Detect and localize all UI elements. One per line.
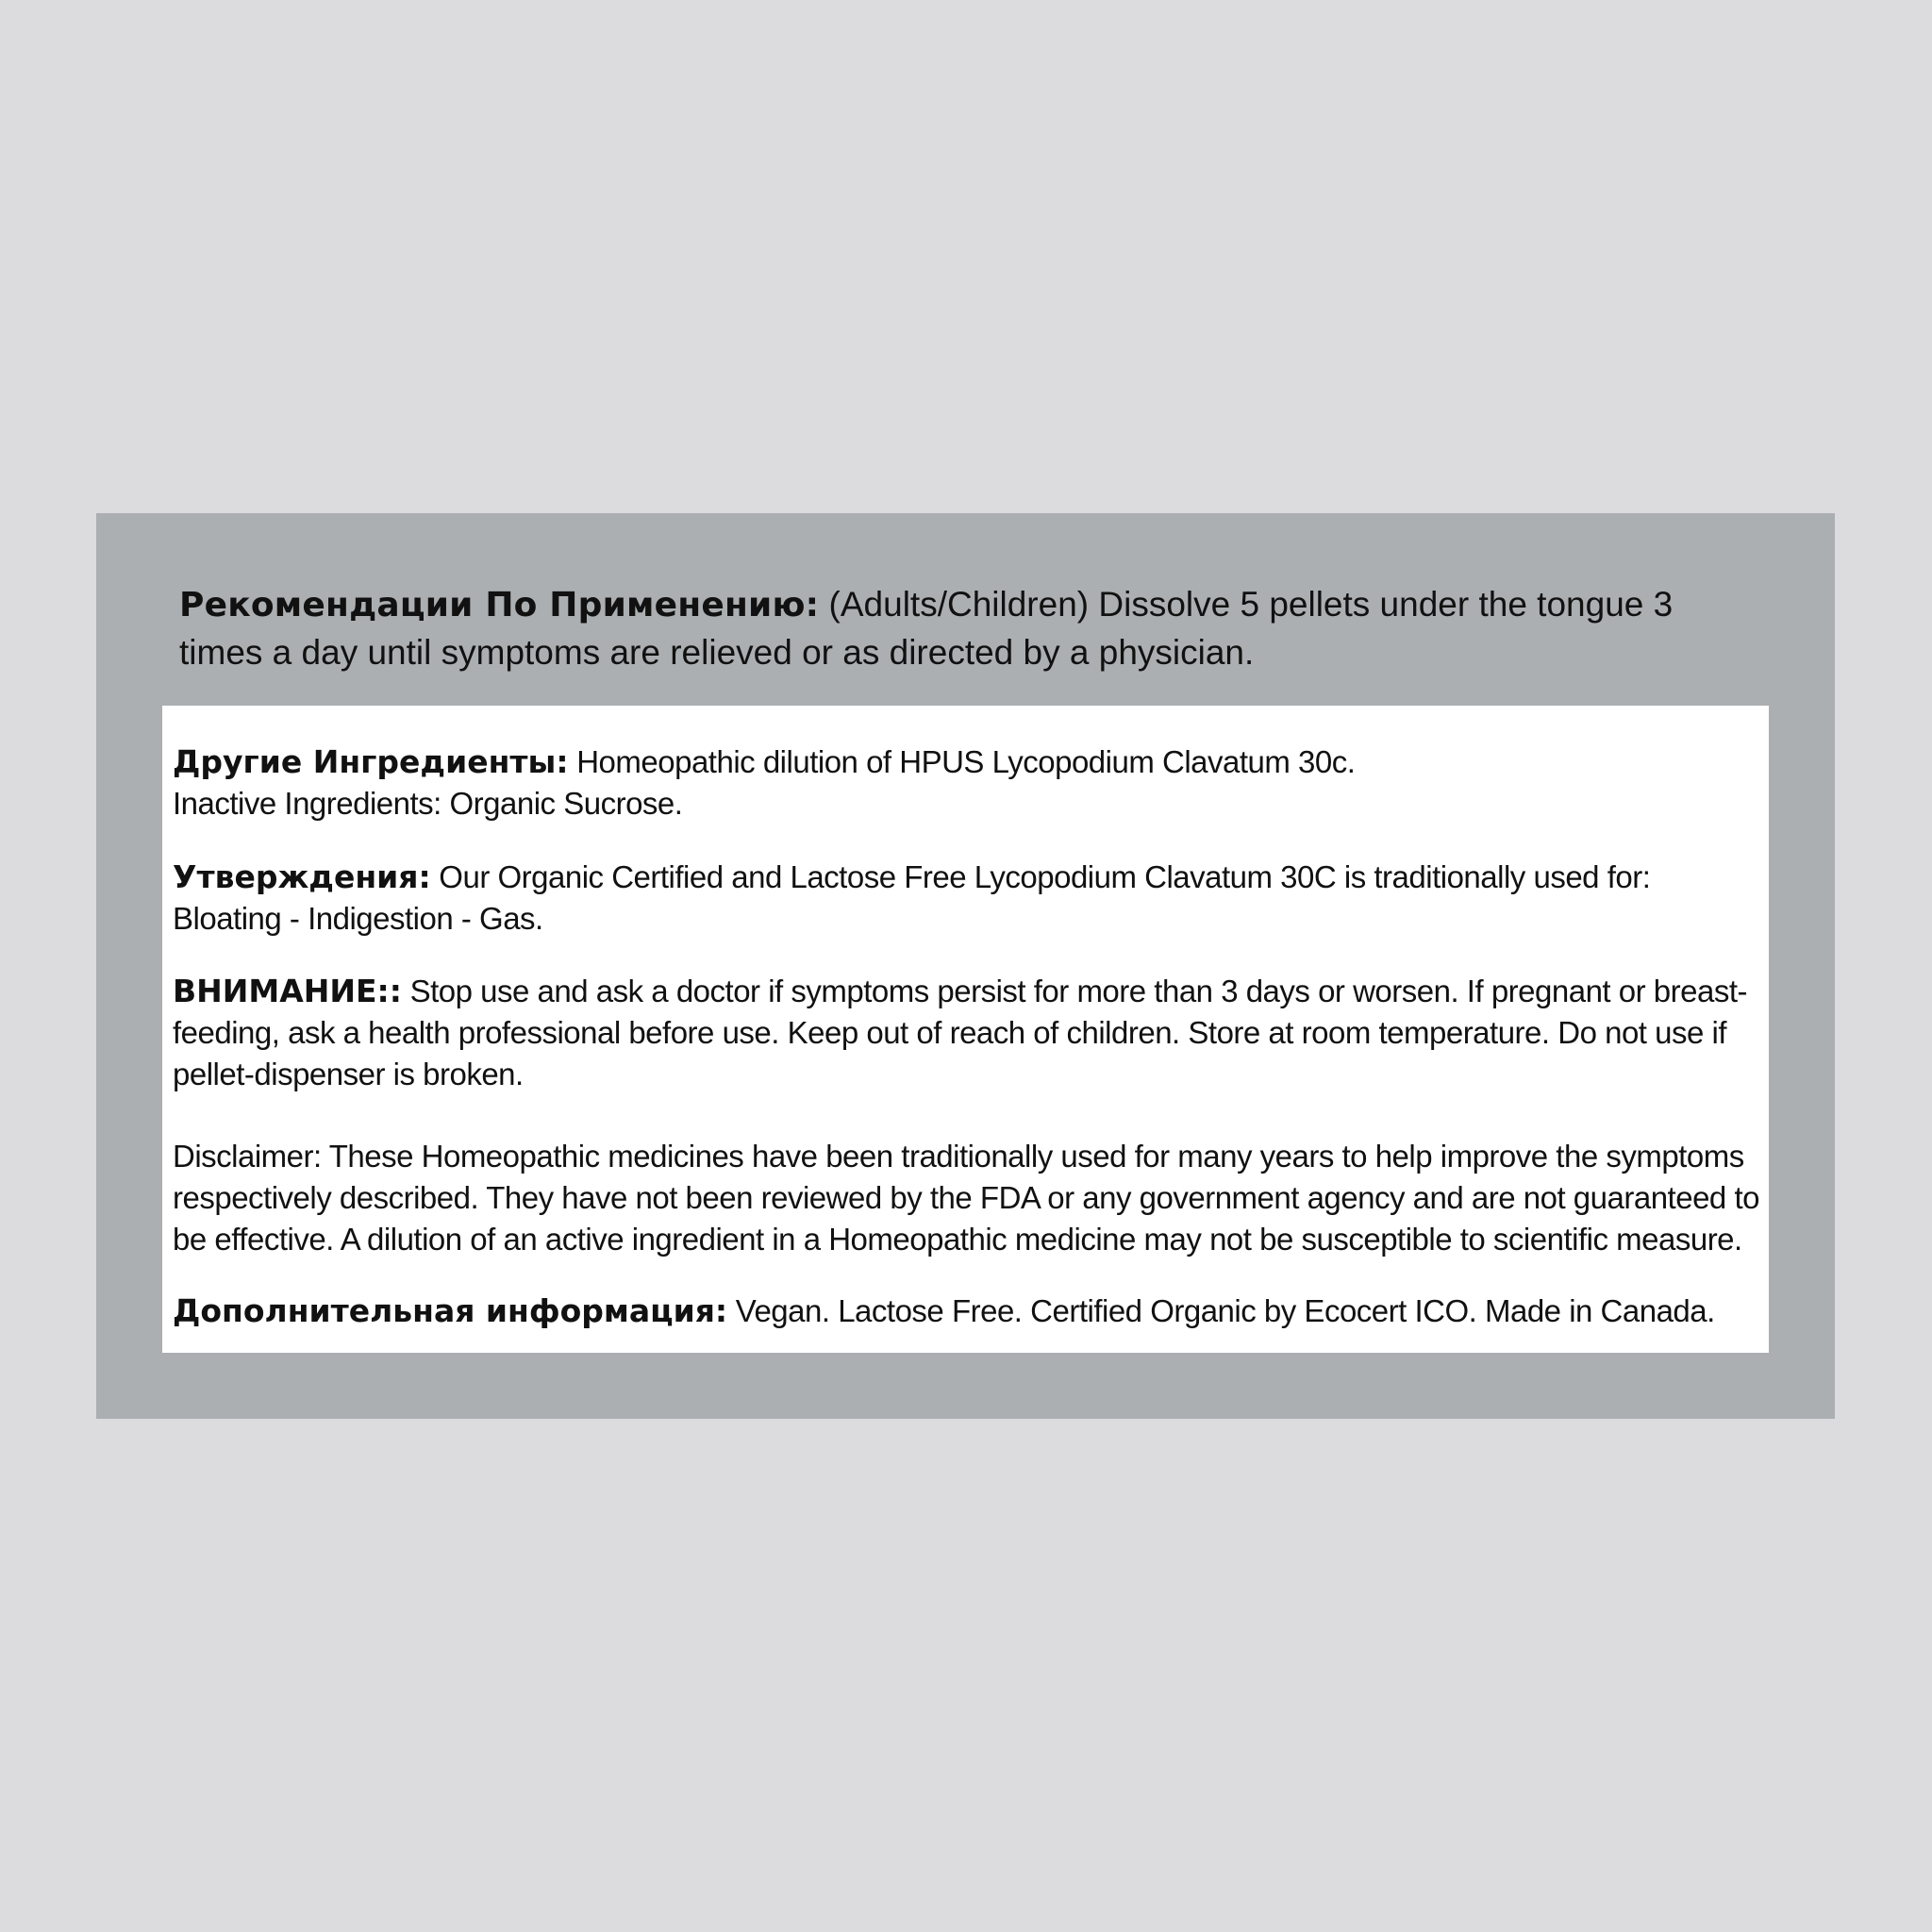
other-ingredients-paragraph bbox=[173, 741, 1767, 824]
disclaimer-text: Disclaimer: These Homeopathic medicines have been traditionally used for many years to help improve the symptoms respectively described. They have not been reviewed by the FDA or any government agency and are not guaranteed to be effective. A dilution of an active ingredient in a Homeopathic medicine may not be susceptible to scientific measure. bbox=[173, 1139, 1759, 1257]
directions-label: Рекомендации По Применению: bbox=[179, 586, 820, 625]
additional-info-text: Vegan. Lactose Free. Certified Organic by Ecocert ICO. Made in Canada. bbox=[727, 1293, 1715, 1328]
other-ingredients-label: Другие Ингредиенты: bbox=[173, 743, 569, 780]
disclaimer-paragraph bbox=[173, 1136, 1767, 1260]
claims-paragraph bbox=[173, 857, 1767, 940]
claims-label: Утверждения: bbox=[173, 858, 431, 895]
inactive-ingredients-text: Inactive Ingredients: Organic Sucrose. bbox=[173, 786, 683, 821]
other-ingredients-text: Homeopathic dilution of HPUS Lycopodium Clavatum 30c. bbox=[568, 744, 1356, 779]
warning-paragraph bbox=[173, 971, 1767, 1095]
info-panel bbox=[96, 513, 1835, 1419]
additional-info-label: Дополнительная информация: bbox=[173, 1292, 728, 1329]
additional-info-paragraph bbox=[173, 1291, 1767, 1332]
directions-text: (Adults/Children) Dissolve 5 pellets under the tongue 3 times a day until symptoms are relieved or as directed by a physician. bbox=[179, 585, 1674, 672]
details-box bbox=[162, 706, 1769, 1353]
warning-text: Stop use and ask a doctor if symptoms persist for more than 3 days or worsen. If pregnant or breast-feeding, ask a health professional before use. Keep out of reach of children. Store at room temperature. Do not use if pellet-dispenser is broken. bbox=[173, 974, 1747, 1091]
warning-label: ВНИМАНИЕ:: bbox=[173, 973, 402, 1009]
claims-text: Our Organic Certified and Lactose Free Lycopodium Clavatum 30C is traditionally used for: Bloating - Indigestion - Gas. bbox=[173, 859, 1651, 936]
directions-paragraph bbox=[179, 581, 1745, 676]
